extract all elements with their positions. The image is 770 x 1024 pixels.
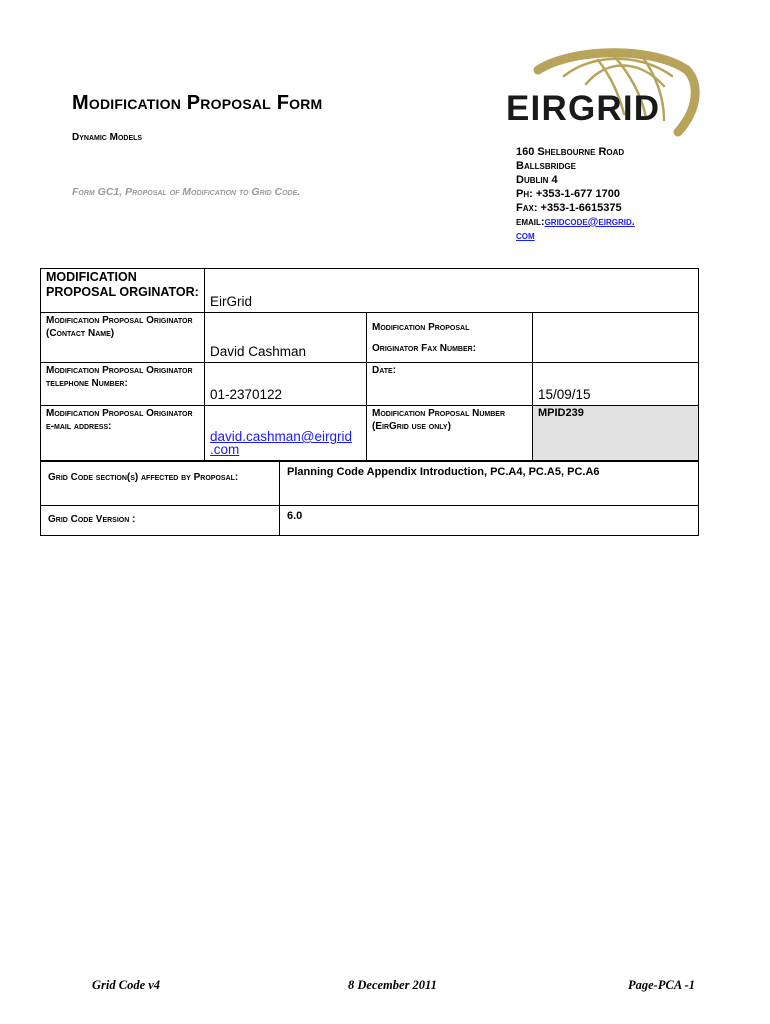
date-label: Date: — [367, 363, 533, 406]
fax-value[interactable] — [533, 313, 699, 363]
sections-affected-label: Grid Code section(s) affected by Proposal: — [41, 462, 280, 506]
email-link-continued[interactable]: com — [516, 230, 535, 242]
sections-affected-value[interactable]: Planning Code Appendix Introduction, PC.A4, PC.A5, PC.A6 — [280, 462, 699, 506]
fax-label-line: Originator Fax Number: — [372, 342, 477, 354]
company-address — [516, 145, 635, 243]
email-link[interactable]: gridcode@eirgrid. — [544, 216, 635, 228]
address-fax: Fax: +353-1-6615375 — [516, 202, 622, 214]
telephone-value[interactable]: 01-2370122 — [205, 363, 367, 406]
address-line: Dublin 4 — [516, 174, 558, 186]
proposal-number-value: MPID239 — [533, 406, 699, 461]
email-address-link[interactable]: david.cashman@eirgrid — [210, 429, 353, 444]
footer-page-number: Page-PCA -1 — [628, 978, 696, 992]
address-email — [516, 215, 635, 229]
logo-wordmark: EIRGRID — [506, 89, 661, 128]
grid-code-table — [40, 461, 699, 536]
contact-name-value[interactable]: David Cashman — [205, 313, 367, 363]
address-phone: Ph: +353-1-677 1700 — [516, 188, 620, 200]
fax-label-line: Modification Proposal — [372, 321, 470, 333]
email-address-value[interactable] — [205, 406, 367, 461]
grid-code-version-value[interactable]: 6.0 — [280, 506, 699, 536]
contact-name-label: Modification Proposal Originator (Contact Name) — [41, 313, 205, 363]
eirgrid-logo — [502, 48, 702, 143]
telephone-label: Modification Proposal Originator telephone Number: — [41, 363, 205, 406]
form-reference: Form GC1, Proposal of Modification to Grid Code. — [72, 186, 301, 198]
form-subtitle: Dynamic Models — [72, 132, 143, 143]
proposal-form-table — [40, 268, 699, 461]
footer-date: 8 December 2011 — [348, 978, 437, 992]
footer-document-version: Grid Code v4 — [92, 978, 161, 992]
email-label: email: — [516, 216, 545, 228]
originator-label: MODIFICATION PROPOSAL ORGINATOR: — [41, 269, 205, 313]
page-title: Modification Proposal Form — [72, 92, 323, 114]
grid-code-version-label: Grid Code Version : — [41, 506, 280, 536]
address-line: 160 Shelbourne Road — [516, 146, 625, 158]
originator-value[interactable]: EirGrid — [205, 269, 699, 313]
proposal-number-label: Modification Proposal Number (EirGrid use only) — [367, 406, 533, 461]
date-value[interactable]: 15/09/15 — [533, 363, 699, 406]
email-address-link-continued[interactable]: .com — [210, 442, 240, 457]
address-line: Ballsbridge — [516, 160, 576, 172]
fax-label — [367, 313, 533, 363]
email-address-label: Modification Proposal Originator e-mail address: — [41, 406, 205, 461]
page-footer — [0, 978, 770, 998]
